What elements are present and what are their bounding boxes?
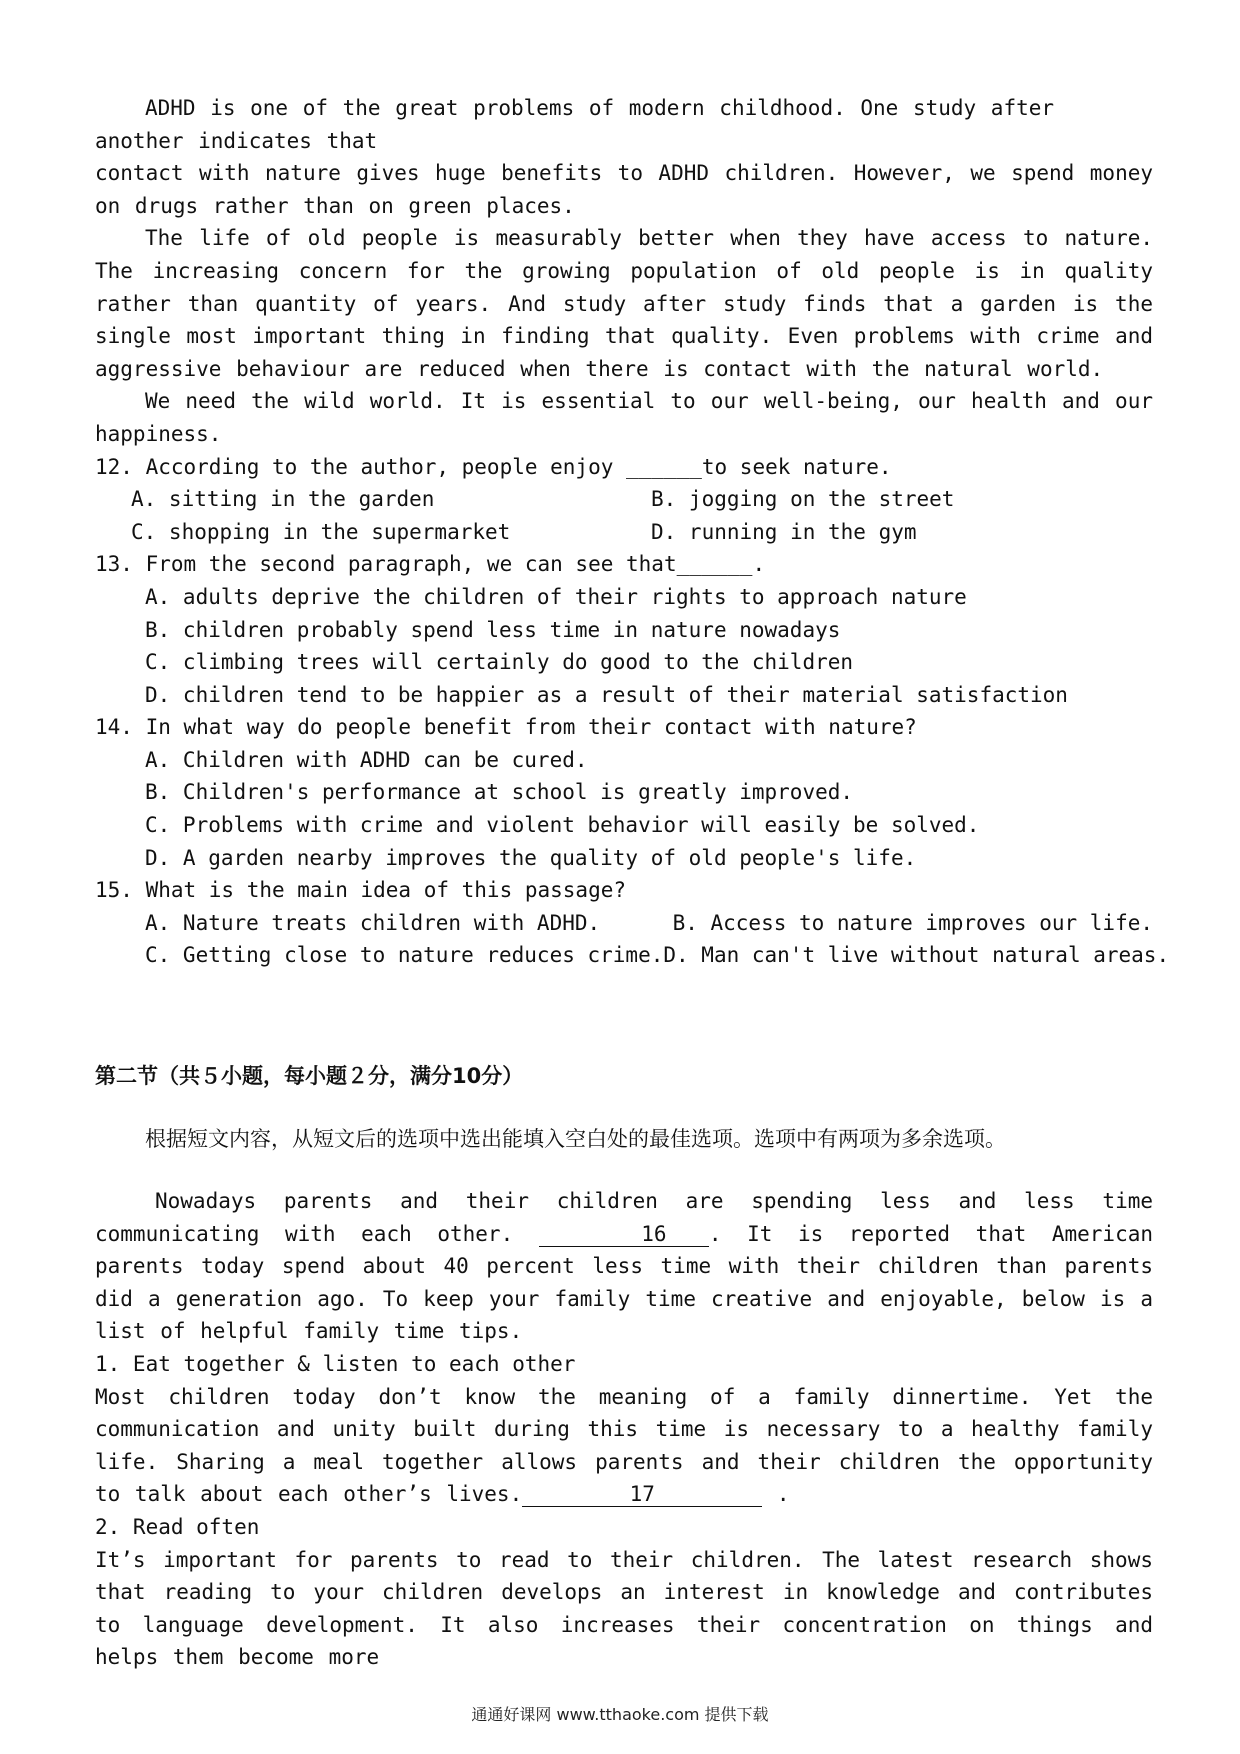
question-15-option-a[interactable]: A. Nature treats children with ADHD. [145,910,601,935]
question-15-option-b[interactable]: B. Access to nature improves our life. [672,910,1153,935]
question-14-stem: 14. In what way do people benefit from their contact with nature? [95,715,917,740]
question-15-options-row2 [95,939,1170,972]
question-12-option-b[interactable]: B. jogging on the street [651,487,955,512]
question-13-option-c[interactable]: C. climbing trees will certainly do good to the children [145,650,854,675]
tip-1-text [95,1381,1153,1511]
paragraph-intro [95,1185,1153,1348]
question-14-option-d[interactable]: D. A garden nearby improves the quality of old people's life. [145,845,917,870]
question-15-stem: 15. What is the main idea of this passage? [95,878,627,903]
paragraph-wild-world: We need the wild world. It is essential to our well-being, our health and our happiness. [95,389,1153,446]
section-two-instruction: 根据短文内容，从短文后的选项中选出能填入空白处的最佳选项。选项中有两项为多余选项。 [145,1127,1006,1151]
question-15-option-c[interactable]: C. Getting close to nature reduces crime. [145,943,664,968]
question-13-option-a[interactable]: A. adults deprive the children of their rights to approach nature [145,584,967,609]
question-13-stem: 13. From the second paragraph, we can see that______. [95,552,766,577]
tip-1-body: Most children today don’t know the meaning of a family dinnertime. Yet the communication and unity built during this time is necessary to a healthy family life. Sharing a meal together allows parents and their children the opportunity to talk about each other’s lives. [95,1384,1153,1507]
intro-text-a: Nowadays parents and their children are spending less and less time communicating with each other. [95,1189,1153,1246]
question-12-option-c[interactable]: C. shopping in the supermarket [131,519,511,544]
question-14-option-b[interactable]: B. Children's performance at school is greatly improved. [145,780,854,805]
tip-2-text: It’s important for parents to read to their children. The latest research shows that reading to your children develops an interest in knowledge and contributes to language development. It also increases their concentration on things and helps them become more [95,1547,1153,1670]
question-12-option-d[interactable]: D. running in the gym [651,519,917,544]
question-12-options-row2 [95,516,1153,549]
tip-2-title: 2. Read often [95,1514,260,1539]
question-14-option-a[interactable]: A. Children with ADHD can be cured. [145,747,588,772]
footer-text: 通通好课网 www.tthaoke.com 提供下载 [471,1705,769,1724]
passage-two [95,1185,1153,1674]
paragraph-adhd-line1: ADHD is one of the great problems of modern childhood. One study after another indicates that [95,96,1055,153]
paragraph-adhd-line2: contact with nature gives huge benefits to ADHD children. However, we spend money on drugs rather than on green places. [95,161,1153,218]
tip-1-end: . [762,1482,790,1507]
tip-1-title: 1. Eat together & listen to each other [95,1351,576,1376]
passage-one [95,92,1170,972]
question-15-option-d[interactable]: D. Man can't live without natural areas. [663,943,1170,968]
question-12-stem: 12. According to the author, people enjoy ______to seek nature. [95,454,892,479]
question-14-option-c[interactable]: C. Problems with crime and violent behavior will easily be solved. [145,813,980,838]
section-two-heading: 第二节（共５小题，每小题２分，满分10分） [95,1064,524,1088]
blank-16[interactable]: 16 [539,1222,709,1247]
question-12-options-row1 [95,483,1153,516]
question-13-option-d[interactable]: D. children tend to be happier as a result of their material satisfaction [145,682,1068,707]
paragraph-old-people: The life of old people is measurably better when they have access to nature. The increasing concern for the growing population of old people is in quality rather than quantity of years. And study after study finds that a garden is the single most important thing in finding that quality. Even problems with crime and aggressive behaviour are reduced when there is contact with the natural world. [95,226,1153,381]
question-13-option-b[interactable]: B. children probably spend less time in nature nowadays [145,617,841,642]
question-15-options-row1 [95,907,1153,940]
intro-text-b: . It is reported that American parents today spend about 40 percent less time with their children than parents did a generation ago. To keep your family time creative and enjoyable, below is a list of helpful family time tips. [95,1221,1154,1344]
blank-17[interactable]: 17 [522,1482,762,1507]
question-12-option-a[interactable]: A. sitting in the garden [131,487,435,512]
